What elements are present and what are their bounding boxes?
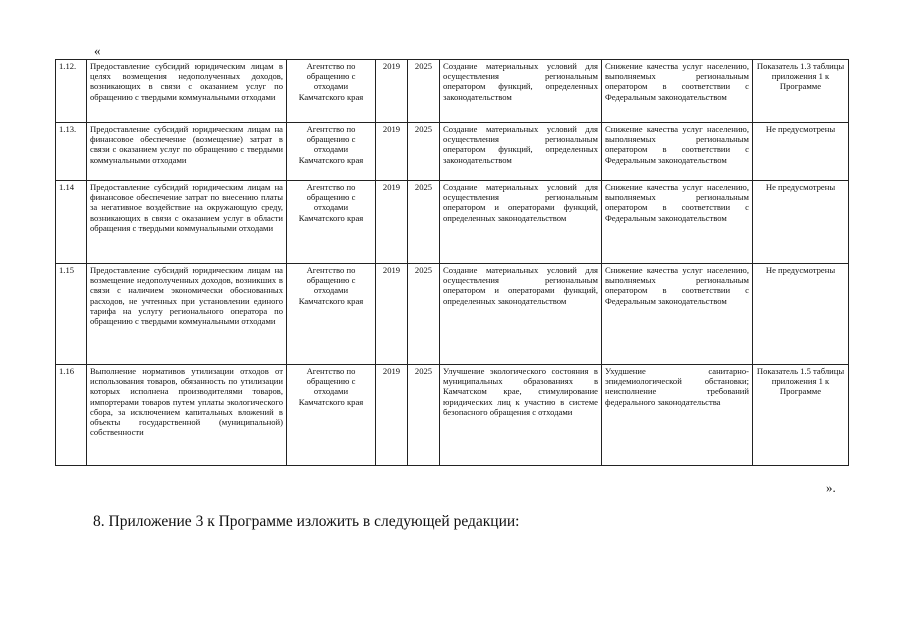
measure-name-cell: Предоставление субсидий юридическим лицам в целях возмещения недополученных доходов, возникающих в связи с оказанием услуг по обращению с твердыми коммунальными отходами	[87, 60, 287, 123]
table-row	[56, 181, 849, 264]
indicator-link-cell: Не предусмотрены	[753, 264, 849, 365]
end-year-cell: 2025	[408, 264, 440, 365]
measure-name-cell: Выполнение нормативов утилизации отходов от использования товаров, обязанность по утилизации которых исполнена производителями товаров, импортерами товаров путем уплаты экологического сбора, за исключением капитальных вложений в объекты государственной (муниципальной) собственности	[87, 365, 287, 466]
executor-cell: Агентство по обращению с отходами Камчатского края	[287, 264, 376, 365]
executor-cell: Агентство по обращению с отходами Камчатского края	[287, 123, 376, 181]
consequence-cell: Снижение качества услуг населению, выполняемых региональным оператором в соответствии с Федеральным законодательством	[602, 123, 753, 181]
executor-cell: Агентство по обращению с отходами Камчатского края	[287, 181, 376, 264]
row-number-cell: 1.12.	[56, 60, 87, 123]
table-row	[56, 264, 849, 365]
start-year-cell: 2019	[376, 60, 408, 123]
expected-result-cell: Создание материальных условий для осуществления региональным оператором и операторами функций, определенных законодательством	[440, 264, 602, 365]
row-number-cell: 1.16	[56, 365, 87, 466]
executor-cell: Агентство по обращению с отходами Камчатского края	[287, 365, 376, 466]
indicator-link-cell: Не предусмотрены	[753, 123, 849, 181]
expected-result-cell: Создание материальных условий для осуществления региональным оператором и операторами функций, определенных законодательством	[440, 181, 602, 264]
measure-name-cell: Предоставление субсидий юридическим лицам на финансовое обеспечение (возмещение) затрат в связи с оказанием услуг по обращению с твердыми коммунальными отходами	[87, 123, 287, 181]
measure-name-cell: Предоставление субсидий юридическим лицам на возмещение недополученных доходов, возникших в связи с наличием экономически обоснованных расходов, не учтенных при установлении единого тарифа на услугу регионального оператора по обращению с твердыми коммунальными отходами	[87, 264, 287, 365]
end-year-cell: 2025	[408, 123, 440, 181]
expected-result-cell: Улучшение экологического состояния в муниципальных образованиях в Камчатском крае, стимулирование юридических лиц к участию в системе безопасного обращения с отходами	[440, 365, 602, 466]
closing-quote-mark: ».	[826, 480, 836, 495]
row-number-cell: 1.14	[56, 181, 87, 264]
start-year-cell: 2019	[376, 123, 408, 181]
end-year-cell: 2025	[408, 181, 440, 264]
end-year-cell: 2025	[408, 365, 440, 466]
start-year-cell: 2019	[376, 181, 408, 264]
expected-result-cell: Создание материальных условий для осуществления региональным оператором функций, определенных законодательством	[440, 123, 602, 181]
start-year-cell: 2019	[376, 264, 408, 365]
executor-cell: Агентство по обращению с отходами Камчатского края	[287, 60, 376, 123]
row-number-cell: 1.15	[56, 264, 87, 365]
consequence-cell: Снижение качества услуг населению, выполняемых региональным оператором в соответствии с Федеральным законодательством	[602, 181, 753, 264]
table-row	[56, 123, 849, 181]
consequence-cell: Снижение качества услуг населению, выполняемых региональным оператором в соответствии с Федеральным законодательством	[602, 264, 753, 365]
table-row	[56, 365, 849, 466]
opening-quote-mark: «	[94, 43, 101, 58]
start-year-cell: 2019	[376, 365, 408, 466]
indicator-link-cell: Показатель 1.5 таблицы приложения 1 к Программе	[753, 365, 849, 466]
program-measures-table	[55, 59, 849, 466]
measure-name-cell: Предоставление субсидий юридическим лицам на финансовое обеспечение затрат по внесению платы за негативное воздействие на окружающую среду, возникающих в связи с оказанием услуг в области обращения с твердыми коммунальными отходами	[87, 181, 287, 264]
indicator-link-cell: Не предусмотрены	[753, 181, 849, 264]
expected-result-cell: Создание материальных условий для осуществления региональным оператором функций, определенных законодательством	[440, 60, 602, 123]
end-year-cell: 2025	[408, 60, 440, 123]
consequence-cell: Ухудшение санитарно-эпидемиологической обстановки; неисполнение требований федерального законодательства	[602, 365, 753, 466]
section-heading: 8. Приложение 3 к Программе изложить в следующей редакции:	[93, 513, 520, 530]
table-row	[56, 60, 849, 123]
indicator-link-cell: Показатель 1.3 таблицы приложения 1 к Программе	[753, 60, 849, 123]
row-number-cell: 1.13.	[56, 123, 87, 181]
consequence-cell: Снижение качества услуг населению, выполняемых региональным оператором в соответствии с Федеральным законодательством	[602, 60, 753, 123]
